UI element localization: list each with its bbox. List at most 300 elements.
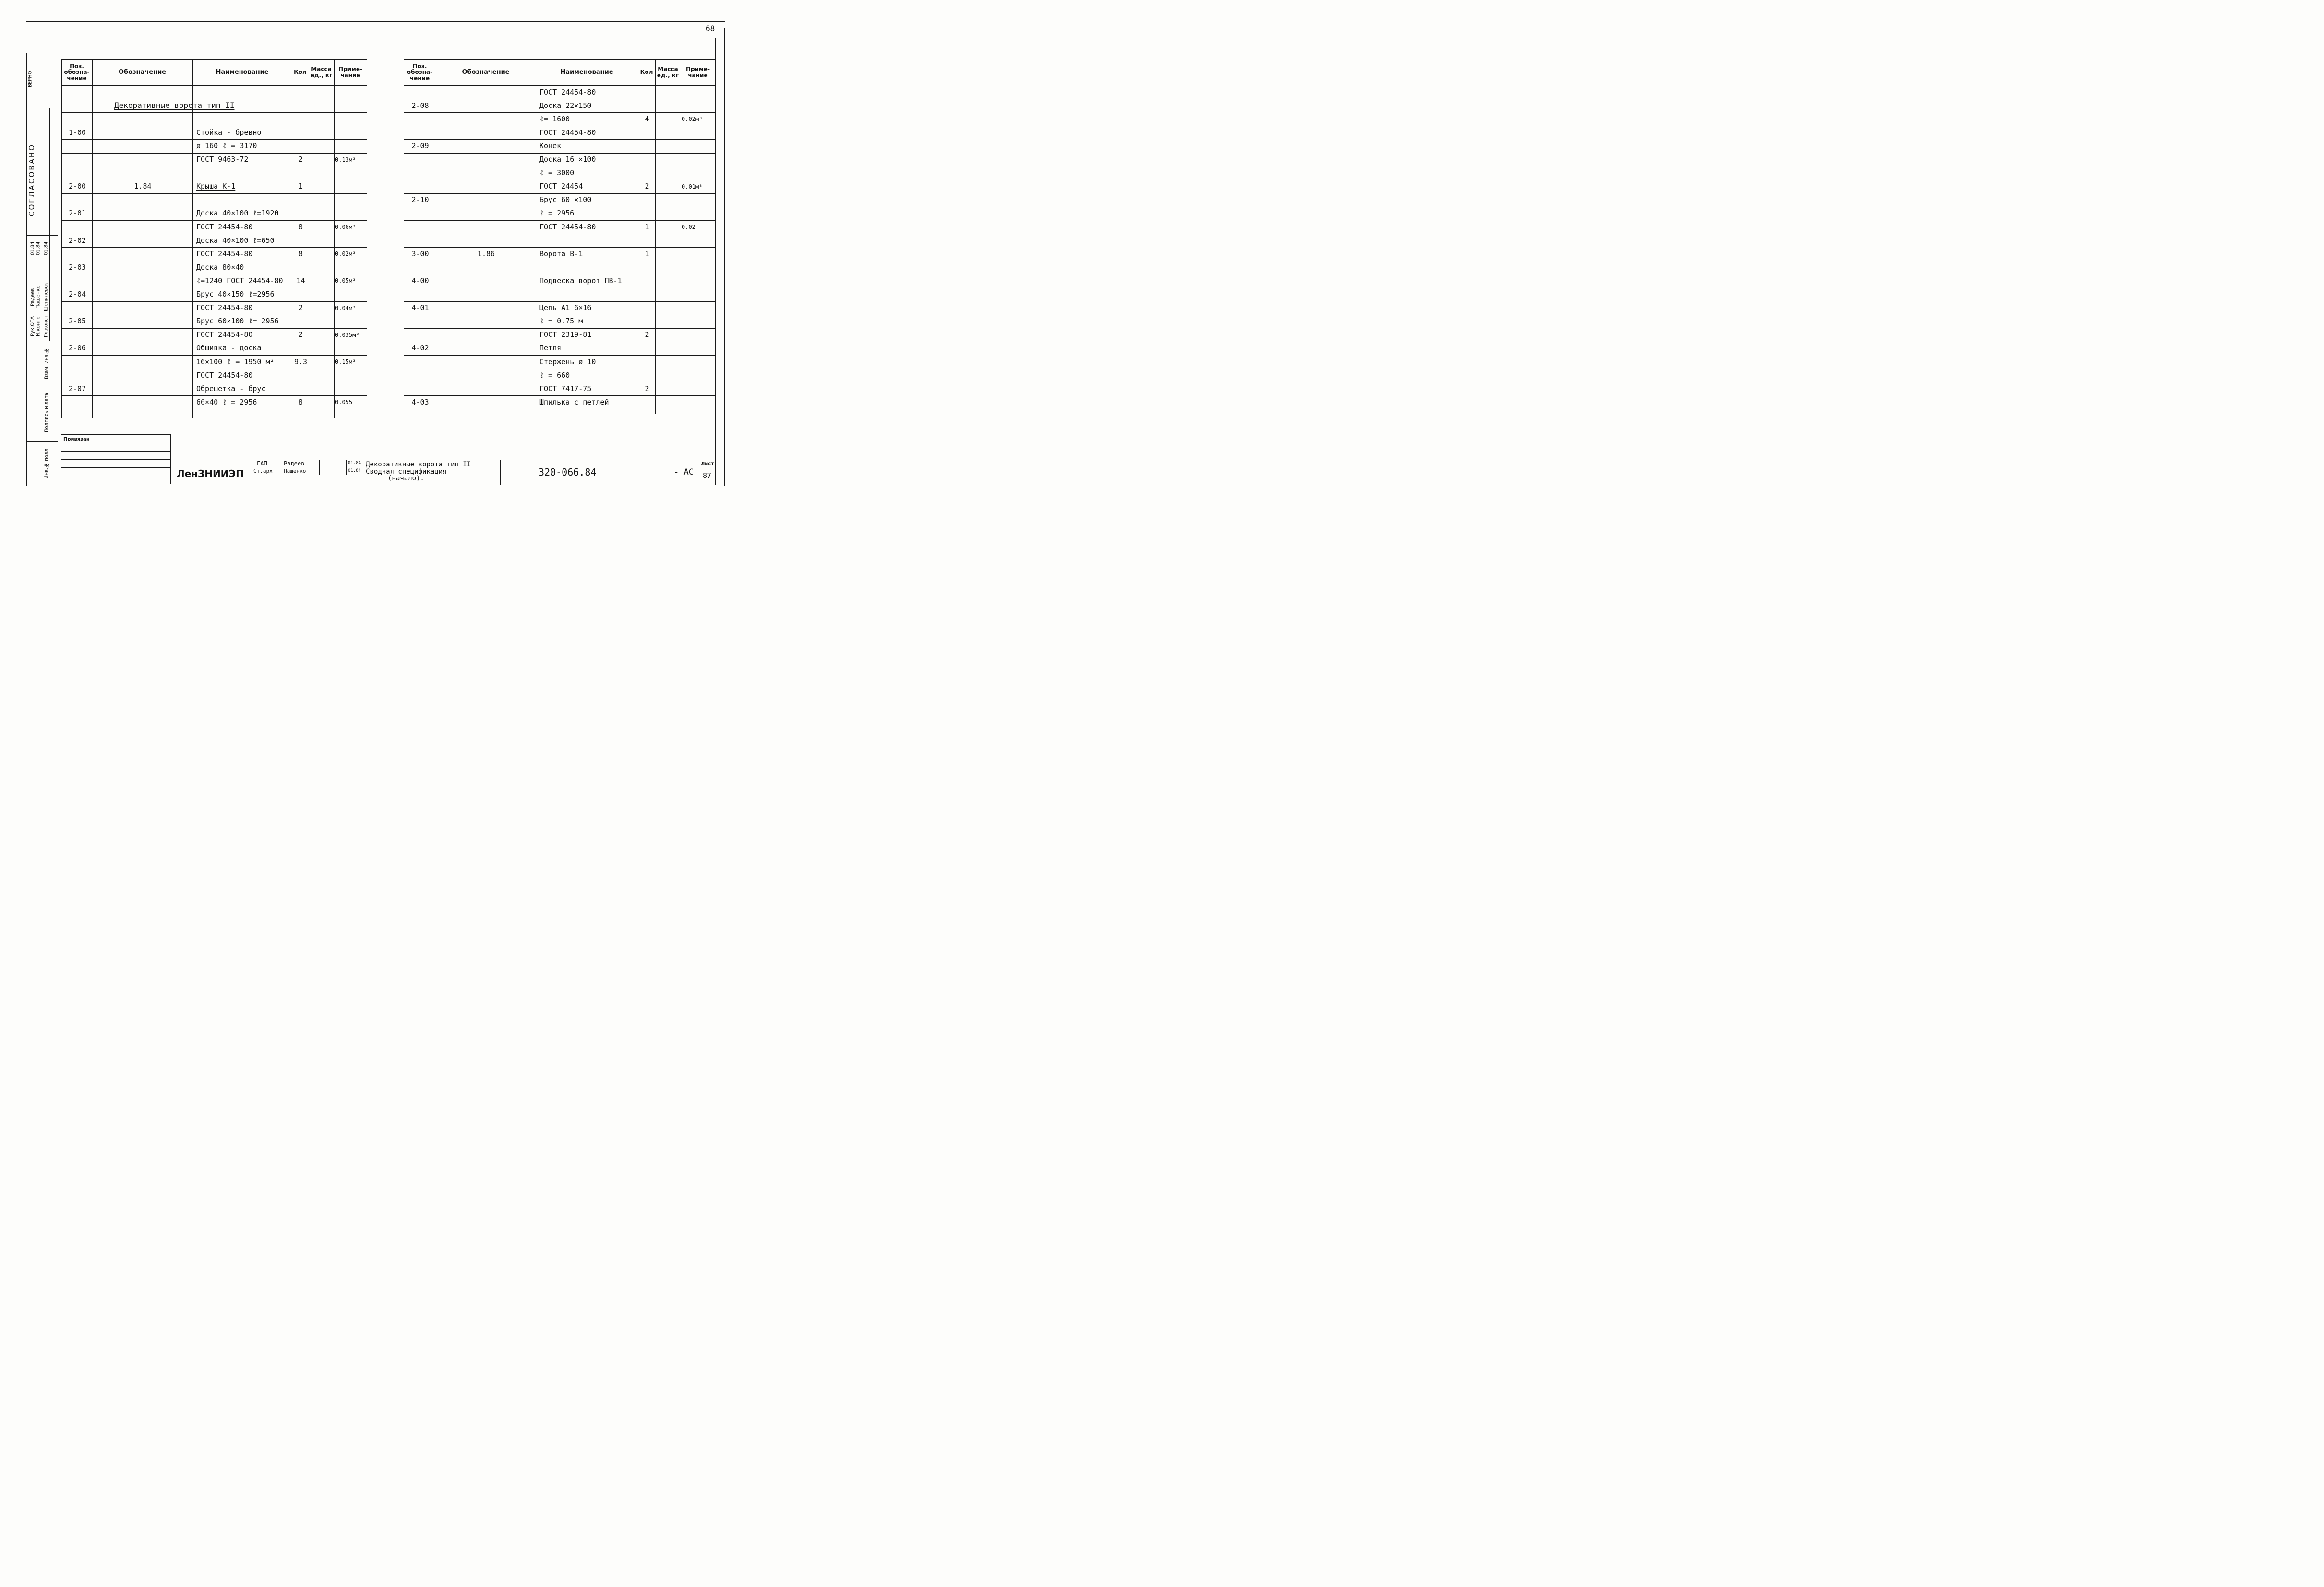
row-note: 0.02м³ <box>682 116 703 123</box>
row-name: Стойка - бревно <box>196 128 262 137</box>
row-mass <box>656 126 681 139</box>
row-designation <box>93 301 192 315</box>
row-name: ГОСТ 24454-80 <box>539 222 596 231</box>
row-note: 0.13м³ <box>335 156 356 163</box>
row-note: 0.04м³ <box>335 304 356 311</box>
row-name: Обшивка - доска <box>196 344 262 353</box>
row-qty <box>293 382 309 395</box>
row-name: ℓ= 1600 <box>539 114 570 123</box>
row-name: Шпилька с петлей <box>539 397 609 406</box>
row-note <box>682 126 715 139</box>
row-note <box>335 167 367 180</box>
row-note <box>682 342 715 355</box>
header-note: Приме- чание <box>686 65 710 79</box>
row-name: ℓ = 2956 <box>539 209 575 218</box>
header-note: Приме- чание <box>338 65 362 79</box>
row-note <box>682 395 715 409</box>
row-pos <box>405 234 436 247</box>
row-pos: 2-09 <box>411 141 429 150</box>
row-name: Доска 22×150 <box>539 101 592 110</box>
row-pos <box>405 207 436 220</box>
row-name: ГОСТ 24454-80 <box>196 330 253 339</box>
row-pos: 4-00 <box>411 276 429 285</box>
row-mass <box>310 261 334 274</box>
drawing-title-line3: (начало). <box>388 475 424 482</box>
row-pos <box>405 261 436 274</box>
row-pos <box>405 112 436 126</box>
row-name: Петля <box>539 344 562 353</box>
row-pos: 2-01 <box>68 209 86 218</box>
header-qty: Кол <box>640 69 653 76</box>
row-name: Доска 40×100 ℓ=1920 <box>196 209 279 218</box>
row-pos <box>405 126 436 139</box>
row-name: ГОСТ 24454-80 <box>196 249 253 258</box>
row-qty: 8 <box>298 249 303 258</box>
row-mass <box>310 180 334 193</box>
row-qty <box>639 301 655 315</box>
row-designation <box>437 220 536 234</box>
staff-2-role: Ст.арх <box>253 468 273 474</box>
row-pos: 4-01 <box>411 303 429 312</box>
row-note <box>335 261 367 274</box>
sheet-label: Лист <box>701 461 714 466</box>
row-note: 0.06м³ <box>335 224 356 231</box>
row-note <box>682 274 715 287</box>
row-qty: 1 <box>645 249 649 258</box>
row-note <box>335 234 367 247</box>
row-qty: 14 <box>296 276 305 285</box>
row-mass <box>656 382 681 395</box>
row-name: ГОСТ 24454-80 <box>539 87 596 96</box>
row-pos <box>405 180 436 193</box>
row-pos <box>405 153 436 167</box>
row-name: ГОСТ 2319-81 <box>539 330 592 339</box>
row-note <box>682 288 715 301</box>
row-designation <box>93 207 192 220</box>
row-qty <box>639 342 655 355</box>
row-note <box>682 207 715 220</box>
row-mass <box>310 355 334 369</box>
row-designation <box>93 153 192 167</box>
row-note <box>682 328 715 342</box>
row-mass <box>310 342 334 355</box>
row-mass <box>656 315 681 328</box>
row-pos: 2-02 <box>68 236 86 245</box>
row-pos <box>405 167 436 180</box>
row-qty: 2 <box>298 155 303 164</box>
row-note: 0.02м³ <box>335 251 356 258</box>
row-pos <box>405 85 436 99</box>
role-2-date: 01.84 <box>36 241 41 256</box>
row-name: Крыша К-1 <box>196 182 236 191</box>
row-qty <box>293 139 309 153</box>
row-note <box>682 167 715 180</box>
row-qty: 2 <box>298 303 303 312</box>
row-designation <box>437 126 536 139</box>
row-qty <box>293 288 309 301</box>
row-mass <box>656 274 681 287</box>
row-mass <box>656 342 681 355</box>
row-qty <box>639 355 655 369</box>
row-designation <box>93 247 192 261</box>
row-designation <box>93 261 192 274</box>
row-designation <box>437 139 536 153</box>
header-qty: Кол <box>294 69 307 76</box>
row-name: ø 160 ℓ = 3170 <box>196 141 257 150</box>
header-designation: Обозначение <box>462 68 510 76</box>
staff-1-date: 01.84 <box>348 461 361 465</box>
row-designation <box>93 274 192 287</box>
row-mass <box>656 301 681 315</box>
row-name: 60×40 ℓ = 2956 <box>196 397 257 406</box>
side-stamp <box>26 53 58 485</box>
row-note <box>682 247 715 261</box>
header-designation: Обозначение <box>118 68 167 76</box>
row-name: ГОСТ 9463-72 <box>196 155 249 164</box>
row-mass <box>310 274 334 287</box>
row-name: Ворота В-1 <box>539 249 583 258</box>
row-note: 0.02 <box>682 224 695 231</box>
row-mass <box>310 301 334 315</box>
row-mass <box>656 167 681 180</box>
row-designation <box>437 315 536 328</box>
row-mass <box>310 315 334 328</box>
row-note <box>335 382 367 395</box>
row-mass <box>656 180 681 193</box>
row-qty <box>639 274 655 287</box>
row-qty: 4 <box>645 114 649 123</box>
row-qty <box>293 207 309 220</box>
row-designation <box>93 220 192 234</box>
row-name <box>196 193 292 207</box>
role-3: Гл.конст <box>43 315 49 337</box>
row-pos <box>62 301 92 315</box>
staff-1-name: Радеев <box>284 460 305 467</box>
row-mass <box>310 153 334 167</box>
row-designation: 1.84 <box>134 182 152 191</box>
row-qty <box>639 167 655 180</box>
row-mass <box>656 207 681 220</box>
row-qty <box>639 85 655 99</box>
row-name: Брус 60×100 ℓ= 2956 <box>196 317 279 326</box>
row-qty <box>639 315 655 328</box>
row-mass <box>656 153 681 167</box>
row-pos <box>62 355 92 369</box>
staff-table <box>252 460 363 475</box>
row-qty: 1 <box>645 222 649 231</box>
row-note <box>335 180 367 193</box>
stage-mark: - АС <box>674 467 694 477</box>
row-designation <box>437 99 536 112</box>
row-designation <box>437 274 536 287</box>
row-name: Брус 60 ×100 <box>539 195 592 204</box>
bound-box <box>61 434 171 484</box>
row-mass <box>656 261 681 274</box>
row-designation <box>437 112 536 126</box>
header-mass: Масса ед., кг <box>657 65 679 79</box>
row-name: Конек <box>539 141 562 150</box>
row-qty: 2 <box>298 330 303 339</box>
row-qty: 8 <box>298 397 303 406</box>
row-name: ГОСТ 7417-75 <box>539 384 592 393</box>
row-designation <box>93 328 192 342</box>
staff-2-date: 01.84 <box>348 468 361 473</box>
row-pos: 2-05 <box>68 317 86 326</box>
row-note <box>682 234 715 247</box>
row-name: 16×100 ℓ = 1950 м² <box>196 357 275 366</box>
row-name: ГОСТ 24454-80 <box>196 303 253 312</box>
row-name: ℓ=1240 ГОСТ 24454-80 <box>196 276 283 285</box>
row-pos: 1-00 <box>68 128 86 137</box>
field-inv-replacement: Взам. инв.№ <box>44 347 49 380</box>
row-mass <box>656 193 681 207</box>
row-note <box>682 261 715 274</box>
row-note <box>335 369 367 382</box>
row-designation <box>437 207 536 220</box>
row-designation <box>93 167 192 180</box>
row-qty <box>293 261 309 274</box>
row-qty <box>293 234 309 247</box>
row-note <box>335 139 367 153</box>
row-pos: 2-06 <box>68 344 86 353</box>
row-note <box>682 85 715 99</box>
row-pos <box>405 220 436 234</box>
row-qty <box>639 139 655 153</box>
row-designation <box>437 193 536 207</box>
row-note: 0.035м³ <box>335 331 359 338</box>
row-designation <box>437 355 536 369</box>
row-designation <box>437 395 536 409</box>
row-designation <box>437 234 536 247</box>
header-bottom-line <box>61 85 367 86</box>
row-qty <box>639 153 655 167</box>
row-qty <box>639 288 655 301</box>
row-designation <box>437 342 536 355</box>
row-mass <box>310 288 334 301</box>
row-qty <box>639 261 655 274</box>
row-pos: 2-07 <box>68 384 86 393</box>
row-note <box>682 382 715 395</box>
row-name: ГОСТ 24454 <box>539 182 583 191</box>
row-designation <box>437 369 536 382</box>
row-mass <box>656 234 681 247</box>
row-pos <box>62 328 92 342</box>
header-name: Наименование <box>560 68 613 76</box>
document-code: 320-066.84 <box>539 466 597 478</box>
row-designation <box>437 261 536 274</box>
frame-right-line <box>724 28 725 486</box>
row-pos <box>62 139 92 153</box>
row-designation <box>93 193 192 207</box>
row-designation <box>437 85 536 99</box>
row-note <box>682 193 715 207</box>
row-designation: 1.86 <box>477 249 495 258</box>
row-designation <box>93 395 192 409</box>
row-mass <box>310 328 334 342</box>
row-name <box>196 167 292 180</box>
row-designation <box>437 382 536 395</box>
row-name: Обрешетка - брус <box>196 384 266 393</box>
row-note: 0.05м³ <box>335 277 356 285</box>
row-mass <box>310 369 334 382</box>
row-qty <box>639 207 655 220</box>
row-pos <box>62 220 92 234</box>
row-designation <box>437 167 536 180</box>
row-pos <box>62 247 92 261</box>
row-note <box>682 139 715 153</box>
row-mass <box>310 247 334 261</box>
row-pos <box>62 369 92 382</box>
row-name: Цепь А1 6×16 <box>539 303 592 312</box>
row-pos <box>62 153 92 167</box>
row-pos: 3-00 <box>411 249 429 258</box>
row-pos <box>405 315 436 328</box>
row-qty <box>293 369 309 382</box>
row-qty: 2 <box>645 330 649 339</box>
header-pos: Поз. обозна- чение <box>64 62 90 82</box>
row-mass <box>656 288 681 301</box>
row-pos <box>405 328 436 342</box>
row-name: ГОСТ 24454-80 <box>196 222 253 231</box>
row-designation <box>93 315 192 328</box>
row-name: ГОСТ 24454-80 <box>539 128 596 137</box>
row-note <box>682 153 715 167</box>
row-designation <box>93 355 192 369</box>
sheet-number: 87 <box>703 471 712 480</box>
row-name: ℓ = 0.75 м <box>539 317 583 326</box>
row-designation <box>93 126 192 139</box>
row-name: Доска 16 ×100 <box>539 155 596 164</box>
row-mass <box>656 220 681 234</box>
row-name <box>539 234 638 247</box>
row-pos: 2-00 <box>68 182 86 191</box>
row-qty <box>293 193 309 207</box>
row-pos <box>62 167 92 180</box>
row-designation <box>93 342 192 355</box>
row-qty <box>639 234 655 247</box>
staff-1-role: ГАП <box>257 460 267 467</box>
row-pos: 2-08 <box>411 101 429 110</box>
drawing-title-line1: Декоративные ворота тип II <box>366 461 471 468</box>
role-2-name: Пащенко <box>36 286 41 309</box>
role-3-date: 01.84 <box>43 241 49 256</box>
copy-label: ВЕРНО <box>27 71 33 88</box>
row-note <box>682 301 715 315</box>
row-note <box>335 342 367 355</box>
role-2: Н.контр <box>36 316 41 336</box>
row-mass <box>310 139 334 153</box>
row-name: Стержень ø 10 <box>539 357 596 366</box>
row-qty <box>639 395 655 409</box>
agreed-label: СОГЛАСОВАНО <box>27 143 36 216</box>
staff-2-name: Пащенко <box>284 468 306 474</box>
row-designation <box>93 234 192 247</box>
row-note <box>335 193 367 207</box>
row-qty: 2 <box>645 384 649 393</box>
bound-label: Привязан <box>63 437 90 442</box>
row-name: Брус 40×150 ℓ=2956 <box>196 290 275 299</box>
row-qty: 8 <box>298 222 303 231</box>
row-mass <box>310 207 334 220</box>
row-mass <box>656 85 681 99</box>
row-designation <box>437 153 536 167</box>
drawing-title-line2: Сводная спецификация <box>366 468 447 476</box>
row-pos <box>405 369 436 382</box>
role-1: Рук.ОГА <box>30 316 36 336</box>
row-mass <box>310 193 334 207</box>
row-name <box>539 288 638 301</box>
row-designation <box>437 328 536 342</box>
role-1-name: Радеев <box>30 288 36 306</box>
header-name: Наименование <box>216 68 269 76</box>
row-qty <box>293 342 309 355</box>
row-note <box>682 369 715 382</box>
row-designation <box>93 288 192 301</box>
row-name: ℓ = 660 <box>539 370 570 380</box>
row-mass <box>310 167 334 180</box>
row-pos <box>62 274 92 287</box>
frame-top-line <box>26 21 725 22</box>
row-qty: 2 <box>645 182 649 191</box>
row-designation <box>437 180 536 193</box>
row-name: Доска 80×40 <box>196 263 244 272</box>
row-note <box>335 126 367 139</box>
row-pos: 4-02 <box>411 344 429 353</box>
row-pos <box>62 395 92 409</box>
page-marker: 68 <box>706 24 715 33</box>
row-name <box>539 261 638 274</box>
row-mass <box>310 126 334 139</box>
row-mass <box>310 234 334 247</box>
row-mass <box>310 220 334 234</box>
row-name: ℓ = 3000 <box>539 168 575 178</box>
role-3-name: Шепилевск <box>43 283 49 311</box>
row-designation <box>437 288 536 301</box>
row-qty: 1 <box>298 182 303 191</box>
row-pos <box>405 382 436 395</box>
row-designation <box>93 382 192 395</box>
row-note <box>682 99 715 112</box>
row-pos: 2-03 <box>68 263 86 272</box>
row-mass <box>656 355 681 369</box>
row-name: ГОСТ 24454-80 <box>196 370 253 380</box>
row-qty <box>639 99 655 112</box>
row-mass <box>310 382 334 395</box>
row-line <box>61 112 367 113</box>
row-pos: 2-10 <box>411 195 429 204</box>
row-pos: 2-04 <box>68 290 86 299</box>
header-mass: Масса ед., кг <box>310 65 333 79</box>
organization-name: ЛенЗНИИЭП <box>177 468 244 479</box>
row-mass <box>656 395 681 409</box>
row-pos <box>405 355 436 369</box>
row-note: 0.055 <box>335 399 353 406</box>
row-note <box>335 288 367 301</box>
field-signature-date: Подпись и дата <box>44 393 49 433</box>
header-pos: Поз. обозна- чение <box>407 62 433 82</box>
row-qty <box>639 369 655 382</box>
row-qty <box>293 167 309 180</box>
row-note <box>335 207 367 220</box>
row-mass <box>656 99 681 112</box>
row-note <box>335 315 367 328</box>
row-note: 0.15м³ <box>335 358 356 366</box>
row-designation <box>437 301 536 315</box>
row-name: Доска 40×100 ℓ=650 <box>196 236 275 245</box>
section-title: Декоративные ворота тип II <box>114 101 235 110</box>
row-qty <box>293 315 309 328</box>
row-note: 0.01м³ <box>682 183 703 190</box>
